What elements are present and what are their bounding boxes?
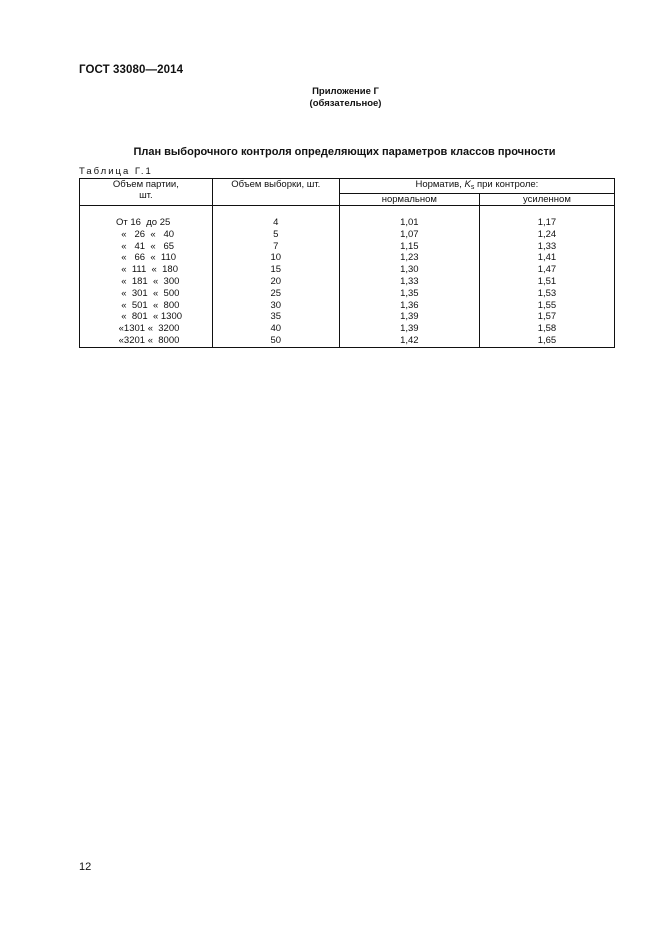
table-row (80, 311, 615, 323)
cell-normal-value: 1,35 (339, 288, 479, 300)
table-row (80, 288, 615, 300)
cell-normal-value: 1,42 (339, 335, 479, 347)
cell-normal-value: 1,01 (339, 217, 479, 229)
cell-sample-size: 30 (212, 300, 339, 312)
cell-sample-size: 40 (212, 323, 339, 335)
table-header-row (80, 179, 615, 194)
table-row (80, 335, 615, 347)
cell-lot-size: « 501 « 800 (80, 300, 213, 312)
section-heading: План выборочного контроля определяющих параметров классов прочности (133, 146, 556, 158)
cell-strict-value: 1,41 (479, 252, 614, 264)
table-caption: Таблица Г.1 (79, 166, 153, 177)
cell-normal-value: 1,39 (339, 323, 479, 335)
cell-lot-size: « 301 « 500 (80, 288, 213, 300)
appendix-label: Приложение Г (312, 86, 379, 97)
table-row (80, 241, 615, 253)
cell-strict-value: 1,33 (479, 241, 614, 253)
header-strict-control: усиленном (479, 194, 614, 206)
table-row (80, 276, 615, 288)
cell-strict-value: 1,57 (479, 311, 614, 323)
header-norm-subscript: s (470, 184, 475, 191)
page-number: 12 (79, 861, 92, 873)
cell-lot-size: « 41 « 65 (80, 241, 213, 253)
table-row (80, 300, 615, 312)
cell-sample-size: 15 (212, 264, 339, 276)
cell-lot-size: « 181 « 300 (80, 276, 213, 288)
cell-strict-value: 1,55 (479, 300, 614, 312)
cell-normal-value: 1,30 (339, 264, 479, 276)
appendix-status: (обязательное) (309, 98, 382, 109)
cell-normal-value: 1,36 (339, 300, 479, 312)
table-row (80, 217, 615, 229)
cell-sample-size: 5 (212, 229, 339, 241)
appendix-block (0, 86, 661, 110)
header-lot-size-line2: шт. (139, 190, 153, 201)
cell-strict-value: 1,47 (479, 264, 614, 276)
cell-strict-value: 1,17 (479, 217, 614, 229)
cell-lot-size: «1301 « 3200 (80, 323, 213, 335)
header-norm-suffix: при контроле: (474, 179, 539, 190)
cell-lot-size: « 66 « 110 (80, 252, 213, 264)
header-normal-control: нормальном (339, 194, 479, 206)
table-row (80, 229, 615, 241)
cell-sample-size: 20 (212, 276, 339, 288)
header-lot-size-line1: Объем партии, (112, 179, 179, 190)
cell-normal-value: 1,39 (339, 311, 479, 323)
cell-sample-size: 50 (212, 335, 339, 347)
cell-normal-value: 1,23 (339, 252, 479, 264)
table-row (80, 252, 615, 264)
cell-lot-size: « 26 « 40 (80, 229, 213, 241)
cell-sample-size: 7 (212, 241, 339, 253)
cell-strict-value: 1,24 (479, 229, 614, 241)
document-code: ГОСТ 33080—2014 (79, 64, 184, 76)
cell-sample-size: 35 (212, 311, 339, 323)
header-norm-prefix: Норматив, (415, 179, 465, 190)
sampling-plan-table (79, 178, 615, 348)
table-row (80, 323, 615, 335)
header-sample-size: Объем выборки, шт. (212, 179, 339, 206)
cell-normal-value: 1,33 (339, 276, 479, 288)
table-row (80, 264, 615, 276)
cell-strict-value: 1,58 (479, 323, 614, 335)
table-spacer-row (80, 206, 615, 218)
cell-lot-size: От 16 до 25 (80, 217, 213, 229)
cell-sample-size: 10 (212, 252, 339, 264)
header-norm-symbol: K (464, 179, 471, 190)
header-lot-size (80, 179, 213, 206)
cell-strict-value: 1,51 (479, 276, 614, 288)
cell-lot-size: « 111 « 180 (80, 264, 213, 276)
cell-normal-value: 1,07 (339, 229, 479, 241)
cell-strict-value: 1,65 (479, 335, 614, 347)
cell-lot-size: «3201 « 8000 (80, 335, 213, 347)
cell-strict-value: 1,53 (479, 288, 614, 300)
cell-sample-size: 25 (212, 288, 339, 300)
cell-normal-value: 1,15 (339, 241, 479, 253)
cell-lot-size: « 801 « 1300 (80, 311, 213, 323)
header-standard-value (339, 179, 614, 194)
cell-sample-size: 4 (212, 217, 339, 229)
